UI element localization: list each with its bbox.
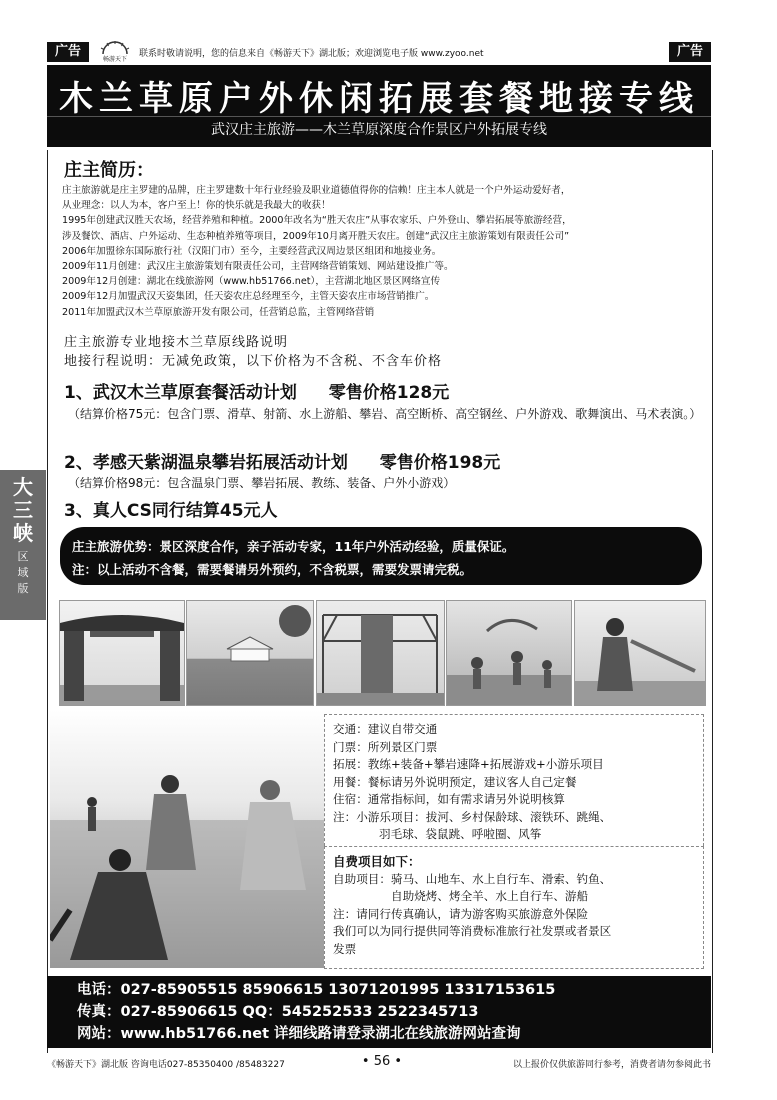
self-pay-line: 自助项目：骑马、山地车、水上自行车、滑索、钓鱼、 (333, 871, 612, 886)
bio-line: 2009年12月创建：湖北在线旅游网（www.hb51766.net），主营湖北地区景区网络宣传 (62, 276, 441, 288)
info-line: 交通：建议自带交通 (333, 722, 438, 736)
contact-fax-qq: 传真：027-85906615 QQ：545252533 2522345713 (77, 1004, 479, 1020)
info-line: 门票：所列景区门票 (333, 739, 438, 754)
grassland-photo (50, 710, 330, 968)
page-number: • 56 • (361, 1054, 403, 1069)
header-notice: 联系时敬请说明，您的信息来自《畅游天下》湖北版；欢迎浏览电子版 www.zyoo.net (139, 49, 484, 59)
photo-performer (574, 600, 706, 706)
side-tab-char: 版 (17, 582, 29, 595)
banner-title: 木兰草原户外休闲拓展套餐地接专线 (59, 79, 699, 119)
bio-line: 2009年12月加盟武汉天姿集团，任天姿农庄总经理至今，主管天姿农庄市场营销推广。 (62, 291, 435, 303)
top-bar (47, 42, 711, 62)
logo-text: 畅游天下 (102, 56, 127, 63)
dancers-image-icon (447, 601, 571, 705)
ad-label-right: 广告 (669, 42, 711, 62)
bio-line: 从业理念：以人为本，客户至上！你的快乐就是我最大的收获！ (62, 200, 331, 212)
side-tab-char: 峡 (13, 521, 33, 545)
self-pay-box (324, 846, 704, 969)
grassland-dancers-image-icon (50, 710, 330, 968)
bio-heading: 庄主简历： (64, 160, 154, 181)
climbing-wall-image-icon (317, 601, 444, 705)
package-1-note: （结算价格75元：包含门票、滑草、射箭、水上游船、攀岩、高空断桥、高空钢丝、户外游戏、歌舞演出、马术表演。） (68, 407, 702, 421)
title-banner (47, 65, 711, 147)
side-tab-char: 三 (13, 498, 33, 522)
contact-website[interactable]: 网站：www.hb51766.net 详细线路请登录湖北在线旅游网站查询 (77, 1026, 521, 1042)
route-intro (64, 333, 442, 371)
package-price: 零售价格198元 (379, 453, 501, 473)
region-side-tab (0, 470, 46, 620)
self-pay-line: 自助烧烤、烤全羊、水上自行车、游船 (391, 889, 589, 903)
contact-bar (47, 976, 711, 1048)
package-title: 1、武汉木兰草原套餐活动计划 (64, 383, 297, 403)
photo-gate (59, 600, 185, 706)
info-line: 羽毛球、袋鼠跳、呼啦圈、风筝 (379, 827, 542, 841)
info-line: 用餐：餐标请另外说明预定，建议客人自己定餐 (333, 774, 577, 789)
pavilion-image-icon (187, 601, 313, 705)
intro-line: 庄主旅游专业地接木兰草原线路说明 (64, 335, 289, 350)
footer-left: 《畅游天下》湖北版 咨询电话027-85350400 /85483227 (47, 1060, 285, 1070)
contact-phone: 电话：027-85905515 85906615 13071201995 13317153615 (77, 982, 556, 998)
self-pay-line: 注：请同行传真确认，请为游客购买旅游意外保险 (333, 906, 589, 921)
advantage-line: 庄主旅游优势：景区深度合作，亲子活动专家，11年户外活动经验，质量保证。 (72, 539, 515, 554)
photo-pavilion (186, 600, 314, 706)
package-2-note: （结算价格98元：包含温泉门票、攀岩拓展、教练、装备、户外小游戏） (68, 476, 456, 490)
self-pay-title: 自费项目如下： (333, 854, 421, 869)
ad-label-left: 广告 (47, 42, 89, 62)
self-pay-line: 我们可以为同行提供同等消费标准旅行社发票或者景区 (333, 924, 612, 938)
info-line: 住宿：通常指标间，如有需求请另外说明核算 (333, 792, 565, 806)
bio-line: 涉及餐饮、酒店、户外运动、生态种植养殖等项目，2009年10月离开胜天农庄。创建“武汉庄主旅游策划有限责任公司” (62, 230, 570, 242)
side-tab-char: 区 (17, 550, 29, 563)
package-title: 3、真人CS同行结算45元人 (64, 501, 278, 521)
banner-subtitle: 武汉庄主旅游——木兰草原深度合作景区户外拓展专线 (47, 116, 711, 143)
package-title: 2、孝感天紫湖温泉攀岩拓展活动计划 (64, 453, 348, 473)
package-3-heading (64, 496, 278, 521)
info-line: 拓展：教练+装备+攀岩速降+拓展游戏+小游乐项目 (333, 757, 604, 771)
package-1-heading (64, 378, 449, 403)
package-2-heading (64, 448, 500, 473)
service-info-box (324, 714, 704, 851)
bio-line: 1995年创建武汉胜天农场，经营养殖和种植。2000年改名为“胜天农庄”从事农家乐、户外登山、攀岩拓展等旅游经营， (62, 215, 572, 227)
bio-line: 2006年加盟徐东国际旅行社（汉阳门市）至今，主要经营武汉周边景区组团和地接业务。 (62, 245, 442, 257)
package-price: 零售价格128元 (328, 383, 450, 403)
performer-image-icon (575, 601, 705, 705)
advantages-box (60, 527, 702, 585)
info-line: 注：小游乐项目：拔河、乡村保龄球、滚铁环、跳绳、 (333, 809, 612, 824)
photo-climbing-wall (316, 600, 445, 706)
gate-image-icon (60, 601, 184, 705)
notice-line: 注：以上活动不含餐，需要餐请另外预约，不含税票，需要发票请完税。 (72, 562, 473, 577)
side-tab-char: 域 (17, 566, 29, 579)
photo-dancers (446, 600, 572, 706)
bio-text (62, 183, 708, 320)
intro-line: 地接行程说明：无减免政策，以下价格为不含税、不含车价格 (64, 354, 443, 369)
magazine-logo (97, 40, 133, 62)
bio-line: 2011年加盟武汉木兰草原旅游开发有限公司，任营销总监，主管网络营销 (62, 306, 375, 318)
footer-right: 以上报价仅供旅游同行参考，消费者请勿参阅此书 (512, 1060, 711, 1070)
self-pay-line: 发票 (333, 941, 357, 956)
bio-line: 2009年11月创建：武汉庄主旅游策划有限责任公司，主营网络营销策划、网站建设推广等。 (62, 261, 454, 273)
side-tab-char: 大 (13, 475, 33, 499)
bio-line: 庄主旅游就是庄主罗建的品牌，庄主罗建数十年行业经验及职业道德值得你的信赖！庄主本人就是一个户外运动爱好者， (62, 185, 571, 196)
